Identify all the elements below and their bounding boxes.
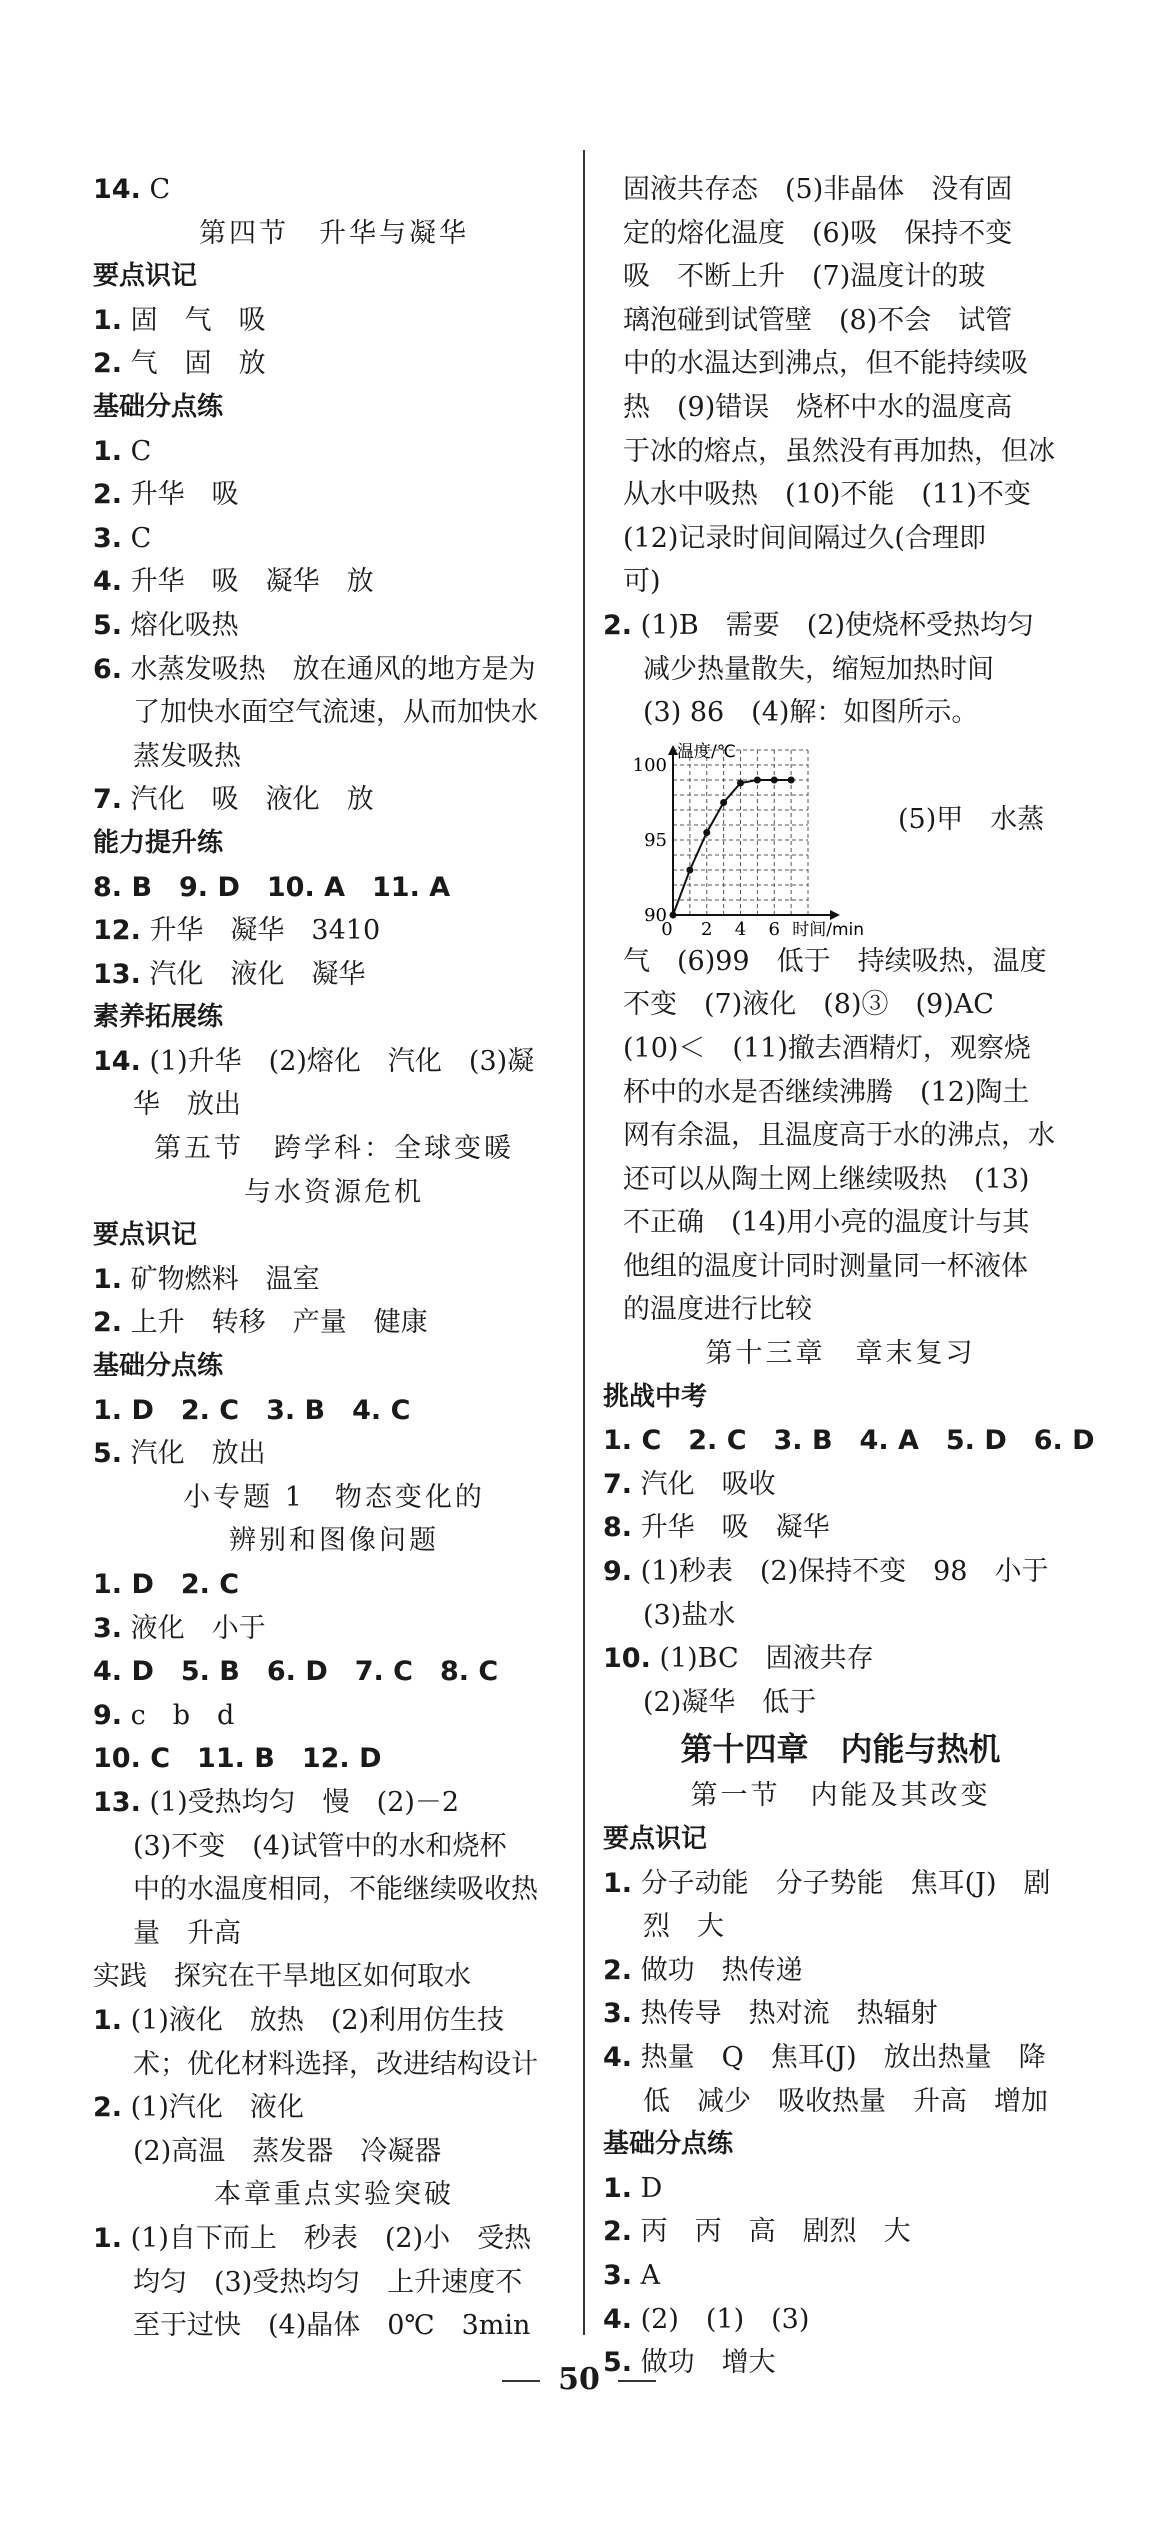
item-number: 6. xyxy=(93,653,123,685)
continuation-line: (2)高温 蒸发器 冷凝器 xyxy=(133,2135,442,2167)
answer-line xyxy=(603,1463,1078,1507)
answer-text: 分子动能 分子势能 焦耳(J) 剧 xyxy=(640,1867,1051,1899)
section-heading: 要点识记 xyxy=(603,1824,708,1854)
data-point xyxy=(771,776,778,783)
continuation-line: 网有余温，且温度高于水的沸点，水 xyxy=(623,1120,1055,1152)
continuation-line: (12)记录时间间隔过久(合理即 xyxy=(623,522,986,554)
subsection-title: 本章重点实验突破 xyxy=(214,2179,454,2211)
answer-text: 升华 吸 凝华 xyxy=(640,1512,830,1544)
answer-text: 矿物燃料 温室 xyxy=(130,1263,320,1295)
answer-line xyxy=(93,430,575,474)
temperature-chart-row xyxy=(603,735,1078,940)
answer-text: 固 气 吸 xyxy=(130,304,266,336)
answer-line xyxy=(93,1432,575,1476)
answer-text: (1)自下而上 秒表 (2)小 受热 xyxy=(130,2222,532,2254)
item-number: 2. xyxy=(93,348,123,380)
answer-text: 水蒸发吸热 放在通风的地方是为 xyxy=(130,653,536,685)
item-number: 14. xyxy=(93,174,141,205)
item-number: 2. xyxy=(93,2092,123,2124)
answer-line xyxy=(603,2254,1078,2298)
answer-text: 汽化 液化 凝华 xyxy=(149,958,366,990)
answer-text: 汽化 放出 xyxy=(130,1438,266,1470)
answer-line xyxy=(93,1781,575,1825)
answer-text: 丙 丙 高 剧烈 大 xyxy=(640,2216,911,2248)
continuation-line: 固液共存态 (5)非晶体 没有固 xyxy=(623,174,1013,205)
answer-line xyxy=(93,517,575,561)
continuation-line: 华 放出 xyxy=(133,1089,241,1121)
item-number: 1. xyxy=(603,1867,633,1899)
chapter-title: 第十四章 内能与热机 xyxy=(680,1730,1001,1769)
answer-line xyxy=(93,778,575,822)
subsection-title: 第一节 内能及其改变 xyxy=(690,1780,991,1812)
item-number: 1. xyxy=(93,1263,123,1295)
answer-text: (1)升华 (2)熔化 汽化 (3)凝 xyxy=(149,1045,535,1077)
item-number: 5. xyxy=(603,2347,633,2379)
answer-text: 汽化 吸 液化 放 xyxy=(130,784,374,816)
answer-text: 上升 转移 产量 健康 xyxy=(130,1307,428,1339)
answer-line xyxy=(603,1992,1078,2036)
answer-line xyxy=(603,2036,1078,2080)
answer-text: 气 固 放 xyxy=(130,348,266,380)
item-number: 4. xyxy=(93,566,123,598)
column-divider xyxy=(583,150,585,2335)
continuation-line: 蒸发吸热 xyxy=(133,740,241,772)
answer-text: (1)受热均匀 慢 (2)－2 xyxy=(149,1786,460,1818)
item-number: 1. xyxy=(93,2004,123,2036)
item-number: 9. xyxy=(93,1699,123,1731)
answer-line xyxy=(93,953,575,997)
answer-line xyxy=(93,1999,575,2043)
y-tick-label: 90 xyxy=(644,904,667,926)
answer-text: A xyxy=(640,2259,661,2291)
answer-text: (2) (1) (3) xyxy=(640,2303,810,2335)
item-number: 8. xyxy=(603,1512,633,1544)
answer-row: 10. C 11. B 12. D xyxy=(93,1743,382,1775)
answer-line xyxy=(603,604,1078,648)
page-number xyxy=(0,2362,1158,2397)
section-heading: 能力提升练 xyxy=(93,827,224,858)
item-number: 7. xyxy=(603,1468,633,1500)
answer-line xyxy=(93,909,575,953)
subsection-title: 辨别和图像问题 xyxy=(229,1525,439,1557)
subsection-title: 小专题 1 物态变化的 xyxy=(183,1481,485,1513)
answer-text: 汽化 吸收 xyxy=(640,1468,776,1500)
answer-text: D xyxy=(640,2172,663,2204)
item-number: 13. xyxy=(93,958,141,990)
item-number: 3. xyxy=(603,2259,633,2291)
answer-text: (1)秒表 (2)保持不变 98 小于 xyxy=(640,1556,1049,1588)
item-number: 1. xyxy=(93,304,123,336)
continuation-line: (3) 86 (4)解：如图所示。 xyxy=(643,697,979,729)
continuation-line: 至于过快 (4)晶体 0℃ 3min xyxy=(133,2310,531,2342)
continuation-line: 低 减少 吸收热量 升高 增加 xyxy=(643,2085,1048,2117)
answer-line xyxy=(93,1694,575,1738)
item-number: 1. xyxy=(93,2222,123,2254)
answer-text: C xyxy=(130,435,152,467)
data-point xyxy=(788,776,795,783)
x-axis-label: 时间/min xyxy=(792,919,865,940)
x-tick-label: 6 xyxy=(768,918,780,940)
answer-line xyxy=(93,1040,575,1084)
answer-line xyxy=(93,2217,575,2261)
answer-line xyxy=(603,1862,1078,1906)
continuation-line: 可) xyxy=(623,566,661,598)
y-tick-label: 95 xyxy=(644,829,667,851)
temperature-time-chart xyxy=(623,735,873,940)
data-point xyxy=(703,829,710,836)
subsection-title: 第五节 跨学科：全球变暖 xyxy=(154,1133,514,1165)
answer-line xyxy=(93,1301,575,1345)
item-number: 2. xyxy=(603,1954,633,1986)
data-point xyxy=(754,776,761,783)
continuation-line: 从水中吸热 (10)不能 (11)不变 xyxy=(623,479,1031,511)
item-number: 5. xyxy=(93,609,123,641)
left-column xyxy=(93,168,575,2348)
answer-line xyxy=(603,2167,1078,2211)
item-number: 2. xyxy=(603,609,633,641)
data-point xyxy=(686,866,693,873)
answer-text: 做功 增大 xyxy=(640,2347,776,2379)
chart-side-text: (5)甲 水蒸 xyxy=(898,803,1045,835)
answer-line xyxy=(603,1550,1078,1594)
answer-text: 熔化吸热 xyxy=(130,609,239,641)
answer-row: 1. D 2. C xyxy=(93,1569,240,1600)
section-heading: 基础分点练 xyxy=(93,1351,224,1382)
continuation-line: 于冰的熔点，虽然没有再加热，但冰 xyxy=(623,435,1055,467)
item-number: 2. xyxy=(93,479,123,511)
section-heading: 基础分点练 xyxy=(603,2129,734,2160)
item-number: 12. xyxy=(93,915,141,947)
continuation-line: 中的水温达到沸点，但不能持续吸 xyxy=(623,348,1028,380)
item-number: 3. xyxy=(93,1612,123,1644)
answer-text: c b d xyxy=(130,1699,235,1731)
answer-line xyxy=(603,2210,1078,2254)
page-dash-right xyxy=(618,2380,656,2382)
continuation-line: 璃泡碰到试管壁 (8)不会 试管 xyxy=(623,304,1013,336)
data-point xyxy=(720,799,727,806)
page-number-text: 50 xyxy=(558,2362,600,2397)
answer-line xyxy=(93,2086,575,2130)
continuation-line: 术；优化材料选择，改进结构设计 xyxy=(133,2048,538,2080)
item-number: 14. xyxy=(93,1045,141,1077)
item-number: 4. xyxy=(603,2041,633,2073)
answer-line xyxy=(93,473,575,517)
answer-line xyxy=(93,604,575,648)
answer-line xyxy=(93,342,575,386)
series-line xyxy=(673,780,791,915)
continuation-line: 均匀 (3)受热均匀 上升速度不 xyxy=(133,2266,523,2298)
answer-line xyxy=(93,648,575,692)
answer-text: 升华 吸 xyxy=(130,479,239,511)
item-number: 3. xyxy=(93,522,123,554)
item-number: 2. xyxy=(93,1307,123,1339)
answer-line xyxy=(93,1258,575,1302)
right-column xyxy=(603,168,1095,2385)
answer-row: 8. B 9. D 10. A 11. A xyxy=(93,871,451,903)
answer-text: 热传导 热对流 热辐射 xyxy=(640,1998,938,2030)
answer-text: 热量 Q 焦耳(J) 放出热量 降 xyxy=(640,2041,1046,2073)
answer-line xyxy=(603,1949,1078,1993)
continuation-line: 不正确 (14)用小亮的温度计与其 xyxy=(623,1207,1030,1239)
x-tick-label: 0 xyxy=(661,918,673,940)
answer-text: 液化 小于 xyxy=(130,1612,266,1644)
item-number: 9. xyxy=(603,1556,633,1588)
answer-text: C xyxy=(130,522,152,554)
continuation-line: 还可以从陶土网上继续吸热 (13) xyxy=(623,1163,1030,1195)
data-point xyxy=(670,911,677,918)
continuation-line: (2)凝华 低于 xyxy=(643,1686,817,1718)
answer-line xyxy=(93,1607,575,1651)
subsection-title: 第四节 升华与凝华 xyxy=(199,217,469,249)
item-number: 1. xyxy=(93,435,123,467)
continuation-line: 量 升高 xyxy=(133,1917,241,1949)
y-axis-label: 温度/℃ xyxy=(677,741,736,762)
answer-line xyxy=(93,299,575,343)
right-column-bottom xyxy=(603,940,1095,2385)
item-number: 7. xyxy=(93,784,123,816)
continuation-line: (10)＜ (11)撤去酒精灯，观察烧 xyxy=(623,1032,1031,1064)
answer-line xyxy=(603,2298,1078,2342)
continuation-line: 他组的温度计同时测量同一杯液体 xyxy=(623,1250,1028,1282)
data-point xyxy=(737,779,744,786)
y-tick-label: 100 xyxy=(632,754,667,776)
continuation-line: (3)盐水 xyxy=(643,1599,736,1631)
answer-row: 1. C 2. C 3. B 4. A 5. D 6. D xyxy=(603,1425,1095,1457)
answer-row: 4. D 5. B 6. D 7. C 8. C xyxy=(93,1656,499,1688)
page-dash-left xyxy=(502,2380,540,2382)
item-number: 4. xyxy=(603,2303,633,2335)
x-tick-label: 4 xyxy=(734,918,747,940)
answer-line xyxy=(603,1506,1078,1550)
continuation-line: (3)不变 (4)试管中的水和烧杯 xyxy=(133,1830,507,1862)
continuation-line: 热 (9)错误 烧杯中水的温度高 xyxy=(623,391,1013,423)
item-number: 10. xyxy=(603,1643,651,1675)
practice-title: 实践 探究在干旱地区如何取水 xyxy=(93,1961,471,1993)
subsection-title: 第十三章 章末复习 xyxy=(705,1338,976,1370)
answer-text: 做功 热传递 xyxy=(640,1954,803,1986)
continuation-line: 气 (6)99 低于 持续吸热，温度 xyxy=(623,945,1047,977)
x-tick-label: 2 xyxy=(701,918,713,940)
subsection-title: 与水资源危机 xyxy=(244,1176,424,1208)
item-number: 13. xyxy=(93,1786,141,1818)
section-heading: 挑战中考 xyxy=(603,1381,708,1412)
answer-line xyxy=(93,168,575,212)
item-number: 3. xyxy=(603,1998,633,2030)
answer-text: 升华 凝华 3410 xyxy=(149,915,381,947)
right-column-top xyxy=(603,168,1078,735)
answer-text: (1)B 需要 (2)使烧杯受热均匀 xyxy=(640,609,1034,641)
answer-text: (1)液化 放热 (2)利用仿生技 xyxy=(130,2004,505,2036)
section-heading: 素养拓展练 xyxy=(93,1002,224,1033)
continuation-line: 烈 大 xyxy=(643,1911,724,1943)
section-heading: 基础分点练 xyxy=(93,391,224,422)
continuation-line: 吸 不断上升 (7)温度计的玻 xyxy=(623,261,986,293)
section-heading: 要点识记 xyxy=(93,261,198,292)
answer-line xyxy=(603,1637,1078,1681)
answer-text: (1)汽化 液化 xyxy=(130,2092,304,2124)
section-heading: 要点识记 xyxy=(93,1220,198,1251)
continuation-line: 的温度进行比较 xyxy=(623,1294,812,1326)
answer-line xyxy=(93,560,575,604)
continuation-line: 定的熔化温度 (6)吸 保持不变 xyxy=(623,217,1013,249)
continuation-line: 减少热量散失，缩短加热时间 xyxy=(643,653,994,685)
continuation-line: 杯中的水是否继续沸腾 (12)陶土 xyxy=(623,1076,1030,1108)
x-axis-arrow xyxy=(830,910,840,920)
item-number: 5. xyxy=(93,1438,123,1470)
continuation-line: 中的水温度相同，不能继续吸收热 xyxy=(133,1874,538,1906)
continuation-line: 不变 (7)液化 (8)③ (9)AC xyxy=(623,989,994,1021)
answer-text: C xyxy=(149,174,171,205)
item-number: 1. xyxy=(603,2172,633,2204)
continuation-line: 了加快水面空气流速，从而加快水 xyxy=(133,697,538,729)
answer-row: 1. D 2. C 3. B 4. C xyxy=(93,1394,411,1426)
item-number: 2. xyxy=(603,2216,633,2248)
answer-text: (1)BC 固液共存 xyxy=(659,1643,874,1675)
answer-text: 升华 吸 凝华 放 xyxy=(130,566,374,598)
